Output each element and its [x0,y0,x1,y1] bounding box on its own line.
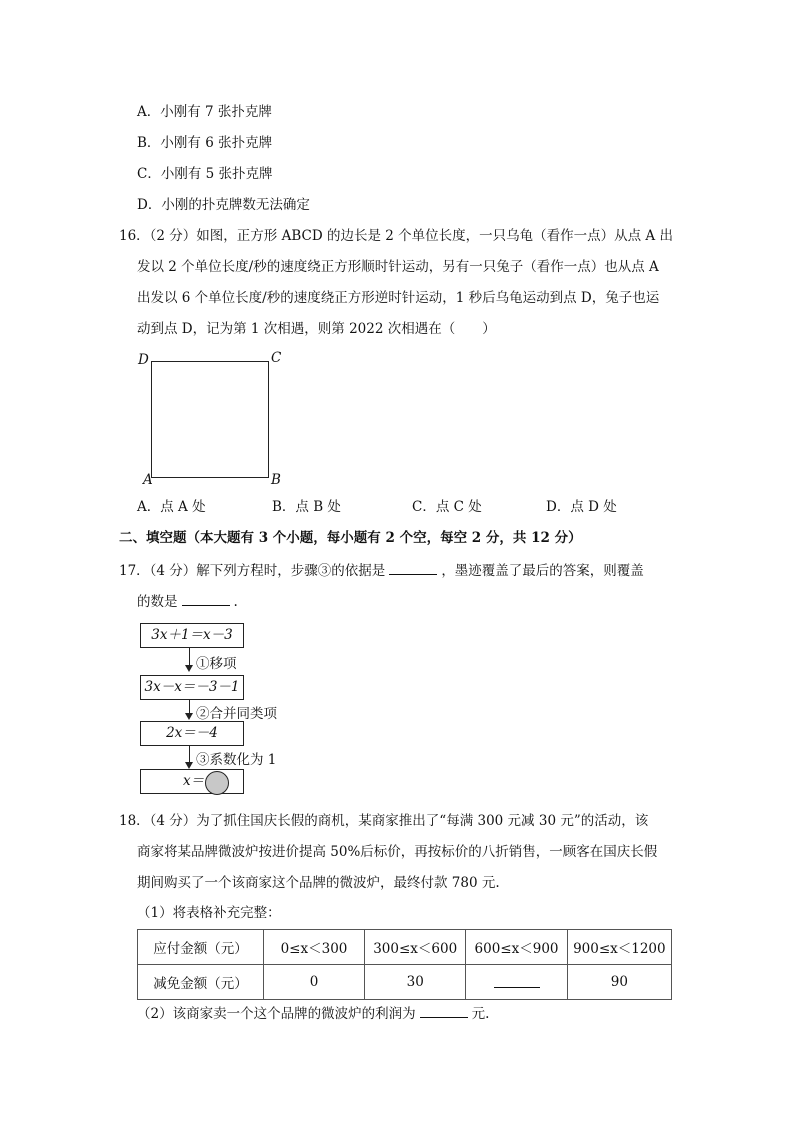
q16-text-line-2: 发以 2 个单位长度/秒的速度绕正方形顺时针运动，另有一只兔子（看作一点）也从点 A [137,259,659,275]
flow-arrow-1 [189,648,190,666]
q18-sub2-text: （2）该商家卖一个这个品牌的微波炉的利润为 [137,1006,416,1022]
answer-blank[interactable] [182,593,230,606]
step-label-2: ②合并同类项 [196,706,277,722]
q18-sub2-unit: 元. [471,1006,490,1022]
table-cell: 90 [567,965,671,1000]
table-cell: 300≤x＜600 [365,930,466,965]
q18-sub-question-2 [137,1004,489,1024]
q16-option-b: B．点 B 处 [272,499,341,515]
step-label-3: ③系数化为 1 [196,752,277,768]
q17-text-line-1 [119,561,644,581]
vertex-label-b: B [271,472,281,488]
flow-arrowhead-1 [185,665,193,672]
q17-text-part-4: . [233,594,238,610]
answer-blank[interactable] [420,1005,468,1018]
q15-option-b: B．小刚有 6 张扑克牌 [137,135,273,151]
equation-box-1: 3x＋1＝x－3 [140,623,244,648]
q15-option-d: D．小刚的扑克牌数无法确定 [137,197,310,213]
q17-text-part-2: ，墨迹覆盖了最后的答案，则覆盖 [441,563,644,579]
flow-arrow-2 [189,700,190,714]
vertex-label-a: A [143,472,153,488]
q17-text-line-2 [137,592,238,612]
answer-blank[interactable] [389,562,437,575]
table-row [138,965,672,1000]
section-heading-fill-in: 二、填空题（本大题有 3 个小题，每小题有 2 个空，每空 2 分，共 12 分） [119,530,582,546]
q16-option-a: A．点 A 处 [137,499,206,515]
table-cell: 0 [263,965,364,1000]
table-cell: 30 [365,965,466,1000]
table-row [138,930,672,965]
q16-text-line-3: 出发以 6 个单位长度/秒的速度绕正方形逆时针运动，1 秒后乌龟运动到点 D，兔子也运 [137,290,660,306]
q17-text-part-3: 的数是 [137,594,178,610]
step-label-1: ①移项 [196,656,237,672]
q18-sub-question-1: （1）将表格补充完整： [137,905,281,921]
q16-option-c: C．点 C 处 [412,499,482,515]
equation-box-3: 2x＝－4 [140,721,244,746]
q17-text-part-1: 17．（4 分）解下列方程时，步骤③的依据是 [119,563,386,579]
discount-table [137,929,672,1000]
table-cell: 减免金额（元） [138,965,264,1000]
q15-option-a: A．小刚有 7 张扑克牌 [137,104,272,120]
q16-text-line-1: 16．（2 分）如图，正方形 ABCD 的边长是 2 个单位长度，一只乌龟（看作一点）从点 A 出 [119,228,673,244]
table-cell: 应付金额（元） [138,930,264,965]
vertex-label-d: D [138,352,149,368]
q16-option-d: D．点 D 处 [546,499,617,515]
equation-box-2: 3x－x＝－3－1 [140,675,244,700]
table-cell-blank[interactable] [466,965,567,1000]
table-cell: 0≤x＜300 [263,930,364,965]
q16-text-line-4: 动到点 D，记为第 1 次相遇，则第 2022 次相遇在（ ） [137,321,496,337]
q18-text-line-1: 18．（4 分）为了抓住国庆长假的商机，某商家推出了“每满 300 元减 30 元”的活动，该 [119,813,649,829]
q15-option-c: C．小刚有 5 张扑克牌 [137,166,273,182]
ink-blot [205,771,229,795]
final-answer-label: x＝ [183,773,205,789]
q18-text-line-2: 商家将某品牌微波炉按进价提高 50%后标价，再按标价的八折销售，一顾客在国庆长假 [137,844,658,860]
table-cell: 600≤x＜900 [466,930,567,965]
answer-blank[interactable] [494,973,540,988]
table-cell: 900≤x＜1200 [567,930,671,965]
flow-arrowhead-3 [185,762,193,769]
square-figure [151,361,269,478]
q18-text-line-3: 期间购买了一个该商家这个品牌的微波炉，最终付款 780 元. [137,875,500,891]
vertex-label-c: C [271,350,282,366]
flow-arrowhead-2 [185,713,193,720]
